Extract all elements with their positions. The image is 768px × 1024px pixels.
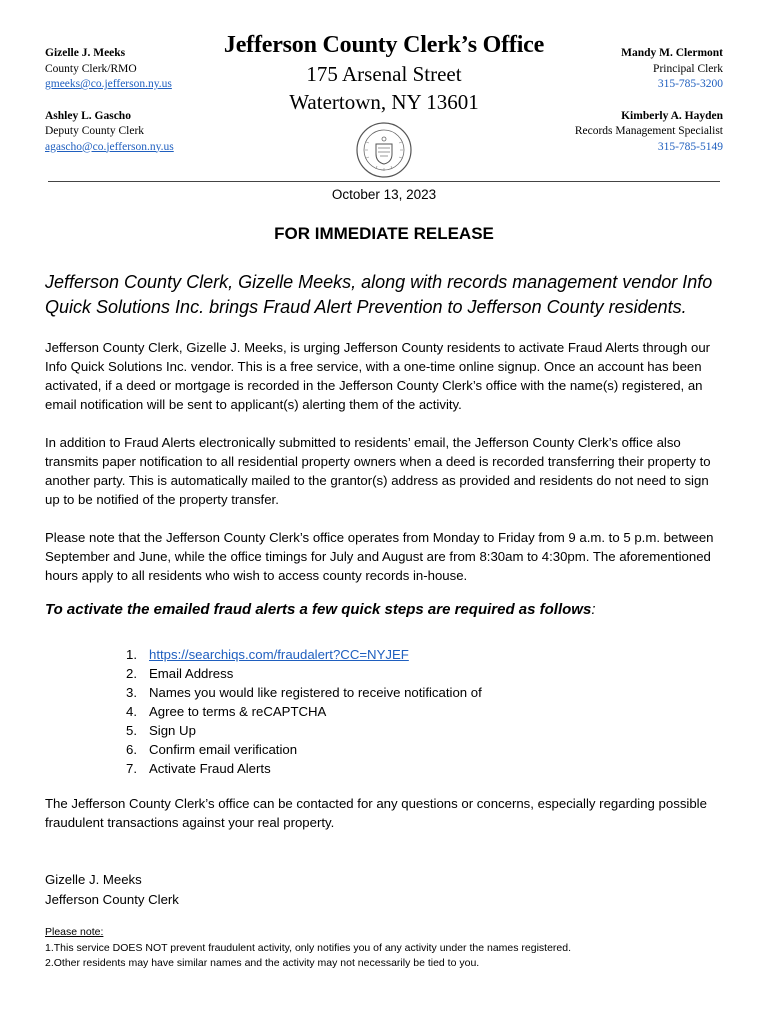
contact-phone: 315-785-5149 [657,140,723,153]
signature-title: Jefferson County Clerk [45,892,179,907]
contact-email-link[interactable]: gmeeks@co.jefferson.ny.us [45,78,172,90]
address-line-2: Watertown, NY 13601 [289,90,479,114]
list-item [126,759,626,778]
list-item [126,683,626,702]
paragraph-3: Please note that the Jefferson County Clerk’s office operates from Monday to Friday from 9 a.m. to 5 p.m. between September and June, while the office timings for July and August are from 8:30am to 4:30pm. The aforementioned hours apply to all residents who wish to access county records in-house. [45,530,714,583]
list-item [126,702,626,721]
signature-block [45,870,179,910]
steps-heading-text: To activate the emailed fraud alerts a few quick steps are required as follows [45,601,592,618]
contact-name: Gizelle J. Meeks [45,47,126,59]
contact-name: Mandy M. Clermont [621,47,723,59]
contact-title: Deputy County Clerk [45,125,145,137]
list-item [126,645,626,664]
county-seal-icon [356,122,412,178]
step-text: Sign Up [149,723,196,738]
steps-heading [45,601,735,618]
step-text: Names you would like registered to receive notification of [149,685,482,700]
step-number: 2. [126,666,137,681]
list-item [126,721,626,740]
contact-phone: 315-785-3200 [657,78,723,90]
step-number: 5. [126,723,137,738]
list-item [126,664,626,683]
list-item [126,740,626,759]
address-line-1: 175 Arsenal Street [306,62,462,86]
closing-paragraph: The Jefferson County Clerk’s office can be contacted for any questions or concerns, especially regarding possible fraudulent transactions against your real property. [45,796,707,830]
footnote [45,925,725,972]
step-text: Agree to terms & reCAPTCHA [149,704,327,719]
fraud-alert-link[interactable]: https://searchiqs.com/fraudalert?CC=NYJEF [149,647,409,662]
contact-name: Ashley L. Gascho [45,109,131,122]
headline: Jefferson County Clerk, Gizelle Meeks, along with records management vendor Info Quick Solutions Inc. brings Fraud Alert Prevention to Jefferson County residents. [45,272,713,317]
paragraph-1: Jefferson County Clerk, Gizelle J. Meeks, is urging Jefferson County residents to activate Fraud Alerts through our Info Quick Solutions Inc. vendor. This is a free service, with a one-time online signup. Once an account has been activated, if a deed or mortgage is recorded in the Jefferson County Clerk’s office with the name(s) registered, an email notification will be sent to applicant(s) alerting them of the activity. [45,340,711,412]
note-line-2: 2.Other residents may have similar names and the activity may not necessarily be tied to you. [45,957,480,969]
step-number: 3. [126,685,137,700]
contact-name: Kimberly A. Hayden [621,109,723,122]
contact-email-link[interactable]: agascho@co.jefferson.ny.us [45,140,174,153]
contact-block-clermont [483,46,723,93]
step-text: Email Address [149,666,234,681]
right-contacts [483,46,723,155]
paragraph-2: In addition to Fraud Alerts electronically submitted to residents’ email, the Jefferson County Clerk’s office also transmits paper notification to all residential property owners when a deed is recorded transferring their property to another party. This is automatically mailed to the grantor(s) address as provided and residents do not need to sign up to be notified of the property transfer. [45,435,711,507]
steps-heading-colon: : [591,601,596,618]
note-heading: Please note: [45,926,104,938]
office-title: Jefferson County Clerk’s Office [223,32,545,58]
step-number: 7. [126,761,137,776]
step-text: Confirm email verification [149,742,298,757]
steps-list [126,645,626,778]
release-label: FOR IMMEDIATE RELEASE [274,224,494,243]
step-number: 1. [126,647,137,662]
step-text: Activate Fraud Alerts [149,761,271,776]
note-line-1: 1.This service DOES NOT prevent fraudulent activity, only notifies you of any activity under the names registered. [45,941,572,954]
step-number: 6. [126,742,137,757]
step-number: 4. [126,704,137,719]
release-date: October 13, 2023 [331,187,437,202]
contact-block-hayden [483,109,723,156]
contact-title: Principal Clerk [653,62,723,75]
header-divider [48,181,720,182]
signature-name: Gizelle J. Meeks [45,872,142,887]
contact-title: Records Management Specialist [574,125,723,137]
contact-title: County Clerk/RMO [45,62,137,75]
